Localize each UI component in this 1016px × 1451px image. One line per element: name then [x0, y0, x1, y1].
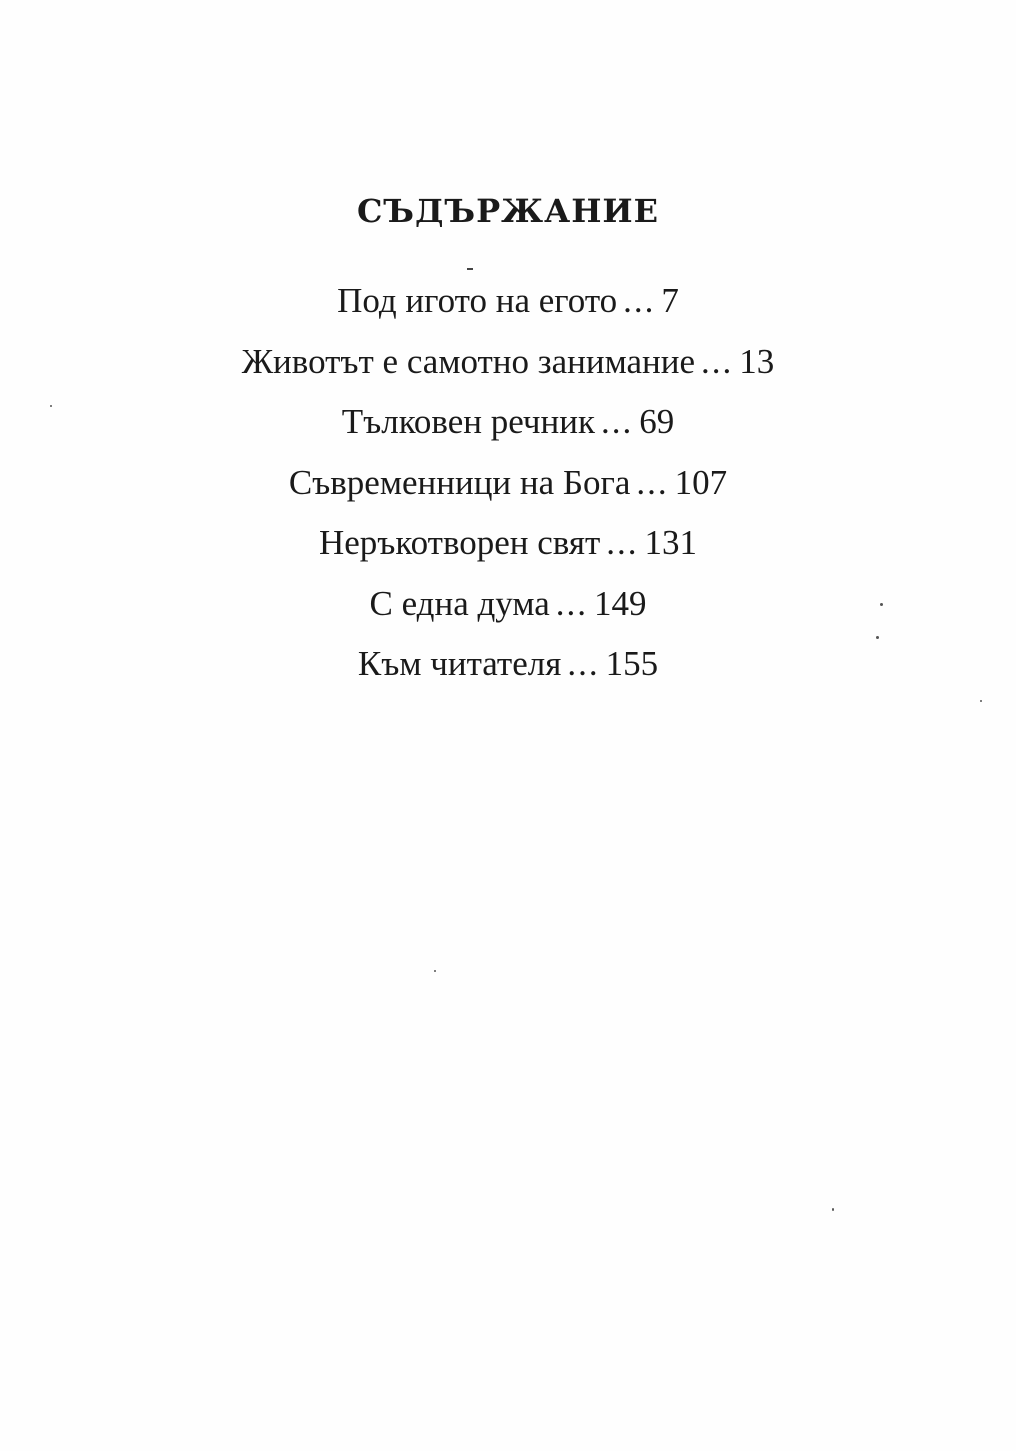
scan-speck [880, 603, 883, 606]
toc-entry-2 [0, 339, 1016, 400]
toc-leader-dots: ... [567, 644, 600, 683]
scan-speck [50, 405, 52, 407]
toc-leader-dots: ... [636, 462, 669, 502]
table-of-contents [0, 278, 1016, 702]
toc-entry-5 [0, 520, 1016, 581]
toc-leader-dots: ... [555, 583, 589, 623]
scan-speck [980, 700, 982, 702]
toc-leader-dots: ... [701, 341, 734, 381]
toc-entry-label: Под игото на егото [337, 281, 618, 320]
toc-leader-dots: ... [601, 402, 634, 441]
toc-entry-label: Животът е самотно занимание [241, 341, 696, 381]
toc-page-number: 107 [674, 462, 728, 502]
toc-entry-3 [0, 399, 1016, 460]
toc-entry-label: Тълковен речник [341, 402, 595, 441]
toc-page-number: 7 [661, 281, 679, 320]
scan-speck [876, 636, 879, 639]
toc-leader-dots: ... [606, 523, 639, 562]
toc-entry-4 [0, 460, 1016, 521]
toc-entry-label: С една дума [369, 583, 550, 623]
toc-entry-7 [0, 641, 1016, 702]
toc-entry-1 [0, 278, 1016, 339]
toc-entry-label: Към читателя [357, 644, 562, 683]
toc-page-number: 155 [605, 644, 659, 683]
toc-entry-label: Съвременници на Бога [288, 462, 631, 502]
page-title: СЪДЪРЖАНИЕ [356, 192, 660, 231]
toc-leader-dots: ... [623, 281, 656, 320]
toc-entry-6 [0, 581, 1016, 642]
toc-page-number: 13 [739, 341, 775, 381]
toc-page-number: 69 [639, 402, 675, 441]
scan-speck [832, 1208, 834, 1211]
toc-page-number: 131 [644, 523, 697, 562]
scan-speck [434, 970, 436, 972]
toc-entry-label: Неръкотворен свят [318, 523, 601, 562]
toc-page-number: 149 [594, 583, 647, 623]
scan-speck [467, 268, 473, 270]
